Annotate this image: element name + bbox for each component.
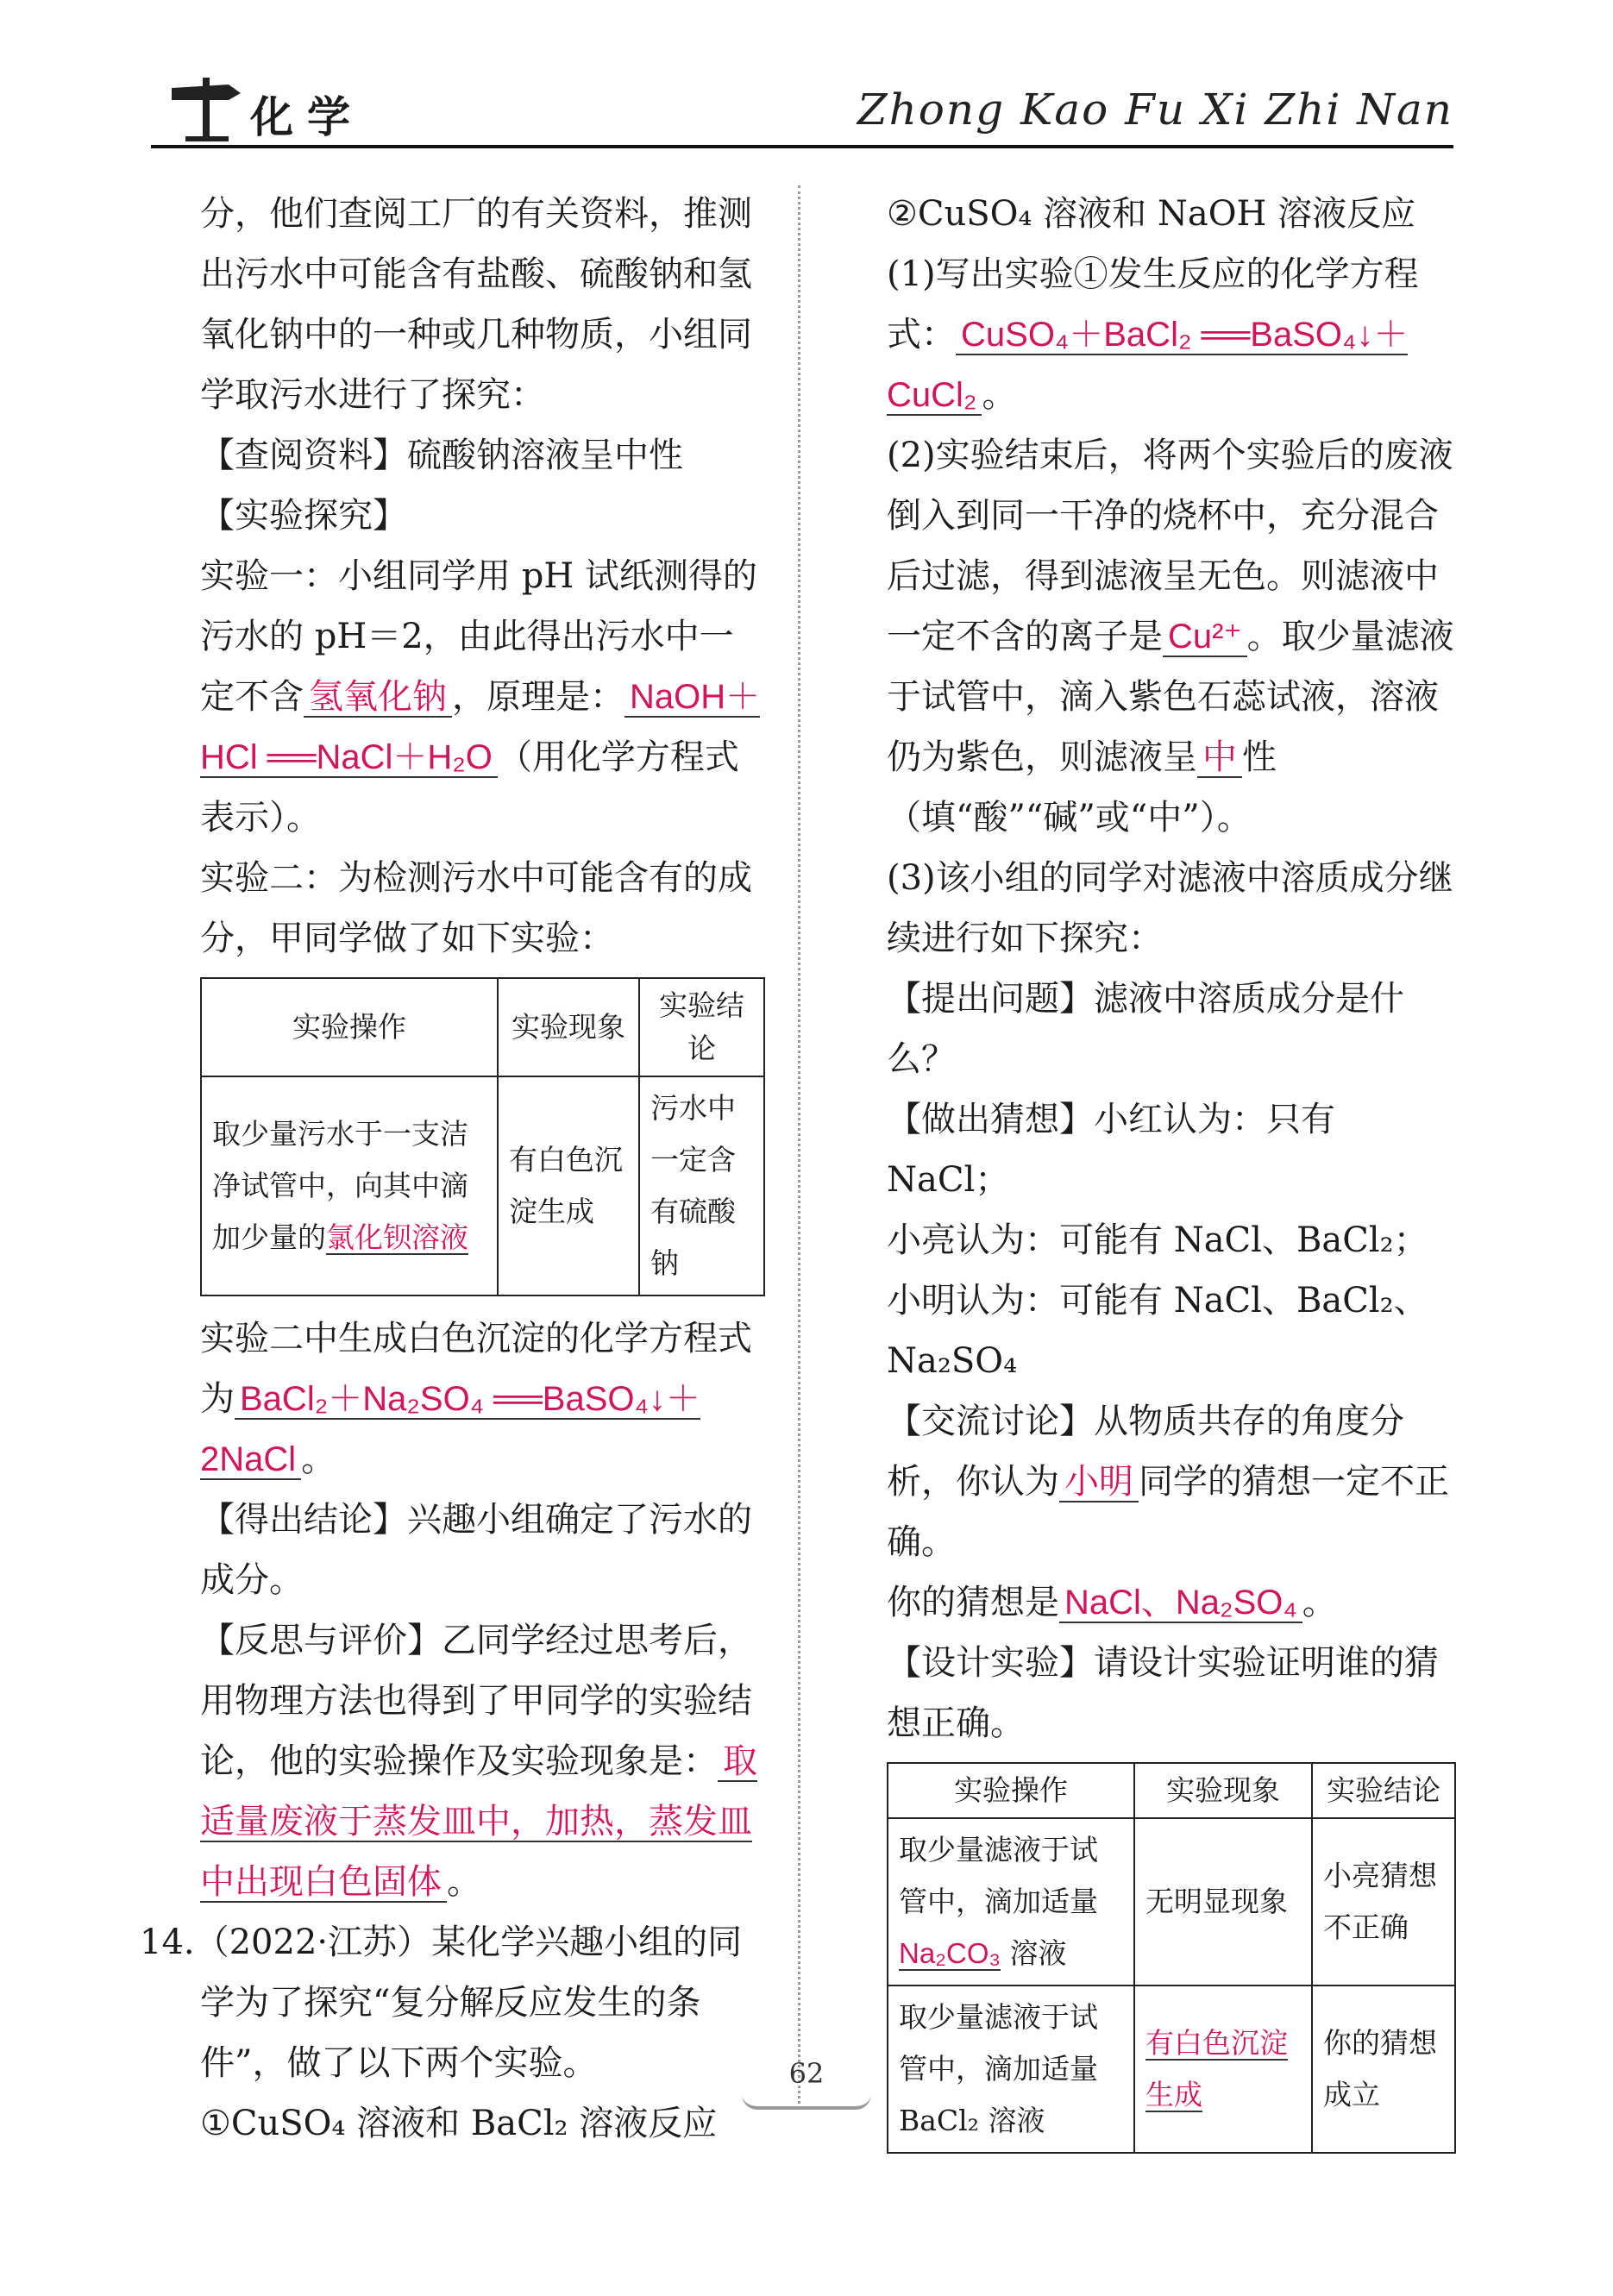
page-number-ornament: [742, 2094, 871, 2110]
text: ，原理是：: [452, 677, 624, 717]
text: 性（填“酸”“碱”或“中”）。: [887, 737, 1277, 837]
text: 【反思与评价】乙同学经过思考后，用物理方法也得到了甲同学的实验结论，他的实验操作及实验现象是：: [200, 1621, 752, 1781]
table-cell: [201, 1076, 498, 1295]
design-experiment-table: [887, 1762, 1456, 2154]
paragraph: 分，他们查阅工厂的有关资料，推测出污水中可能含有盐酸、硫酸钠和氢氧化钠中的一种或几种物质，小组同学取污水进行了探究：: [200, 194, 752, 415]
text: 。: [301, 1440, 336, 1479]
table-row: [888, 1818, 1455, 1985]
answer-fill: 氢氧化钠: [304, 678, 452, 718]
page-number: 62: [788, 2057, 825, 2090]
answer-fill: 氯化钡溶液: [326, 1221, 468, 1253]
text: 实验一：小组同学用 pH 试纸测得的污水的 pH＝2，由此得出污水中一定不含: [200, 556, 757, 717]
table-header: 实验操作: [888, 1763, 1134, 1818]
table-cell: [888, 1818, 1134, 1985]
left-column: [140, 184, 765, 2154]
table-header: 实验现象: [1134, 1763, 1312, 1818]
table-cell: 小亮猜想不正确: [1312, 1818, 1455, 1985]
text: （用化学方程式表示）。: [200, 737, 739, 837]
table-cell: 你的猜想成立: [1312, 1985, 1455, 2153]
header-rule: [151, 145, 1453, 148]
section-heading: 【查阅资料】硫酸钠溶液呈中性: [200, 436, 683, 475]
paragraph: ②CuSO₄ 溶液和 NaOH 溶液反应: [887, 194, 1416, 234]
text: 溶液: [1009, 1936, 1067, 1970]
signpost-logo-icon: [168, 74, 246, 143]
text: 实验二中生成白色沉淀的化学方程式为: [200, 1319, 752, 1419]
question-14: 14.（2022·江苏）某化学兴趣小组的同学为了探究“复分解反应发生的条件”，做了以下两个实验。: [140, 1923, 743, 2083]
table-row: [201, 1076, 764, 1295]
right-column: [887, 184, 1456, 2166]
series-title: Zhong Kao Fu Xi Zhi Nan: [857, 85, 1453, 135]
answer-fill: BaCl₂＋Na₂SO₄ ══BaSO₄↓＋2NaCl: [200, 1380, 700, 1478]
paragraph: 【设计实验】请设计实验证明谁的猜想正确。: [887, 1643, 1439, 1743]
table-cell: 取少量滤液于试管中，滴加适量 BaCl₂ 溶液: [888, 1985, 1134, 2153]
paragraph: [887, 1391, 1456, 1572]
table-cell: 污水中一定含有硫酸钠: [639, 1076, 764, 1295]
paragraph: 【得出结论】兴趣小组确定了污水的成分。: [200, 1500, 752, 1600]
text: 取少量滤液于试管中，滴加适量: [899, 1833, 1098, 1918]
paragraph: [887, 244, 1456, 425]
paragraph: [887, 425, 1456, 848]
answer-fill: 有白色沉淀生成: [1145, 2027, 1288, 2111]
answer-fill: 中: [1197, 738, 1242, 778]
answer-fill: 取适量废液于蒸发皿中，加热，蒸发皿中出现白色固体: [200, 1742, 757, 1901]
table-cell: 无明显现象: [1134, 1818, 1312, 1985]
paragraph: 【提出问题】滤液中溶质成分是什么？: [887, 979, 1404, 1079]
experiment-table: [200, 977, 765, 1296]
answer-fill: NaOH＋HCl ══NaCl＋H₂O: [200, 678, 761, 776]
text: 你的猜想是: [887, 1583, 1059, 1622]
table-header: 实验现象: [498, 978, 639, 1076]
paragraph: [200, 546, 765, 848]
paragraph: 小亮认为：可能有 NaCl、BaCl₂；: [887, 1220, 1428, 1260]
section-heading: 【实验探究】: [200, 496, 407, 536]
text: 。取少量滤液于试管中，滴入紫色石蕊试液，溶液仍为紫色，则滤液呈: [887, 617, 1454, 777]
text: (2)实验结束后，将两个实验后的废液倒入到同一干净的烧杯中，充分混合后过滤，得到滤液呈无色。则滤液中一定不含的离子是: [887, 436, 1453, 656]
paragraph: 【做出猜想】小红认为：只有 NaCl；: [887, 1100, 1335, 1200]
answer-fill: NaCl、Na₂SO₄: [1059, 1584, 1302, 1623]
text: 【交流讨论】从物质共存的角度分析，你认为: [887, 1402, 1404, 1502]
paragraph: 实验二：为检测污水中可能含有的成分，甲同学做了如下实验：: [200, 858, 752, 958]
text: 。: [1302, 1583, 1337, 1622]
paragraph: [200, 1308, 765, 1490]
text: 。: [447, 1862, 481, 1902]
text: 同学的猜想一定不正确。: [887, 1462, 1449, 1562]
paragraph: [200, 1610, 765, 1912]
paragraph: (3)该小组的同学对滤液中溶质成分继续进行如下探究：: [887, 858, 1453, 958]
answer-fill: 小明: [1059, 1463, 1139, 1502]
text: (1)写出实验①发生反应的化学方程式：: [887, 254, 1419, 354]
paragraph: ①CuSO₄ 溶液和 BaCl₂ 溶液反应: [200, 2104, 718, 2143]
answer-fill: Cu²⁺: [1163, 618, 1247, 657]
column-divider: [798, 185, 800, 2109]
table-row: [888, 1985, 1455, 2153]
table-header: 实验结论: [1312, 1763, 1455, 1818]
table-header: 实验结论: [639, 978, 764, 1076]
table-cell: [1134, 1985, 1312, 2153]
table-header: 实验操作: [201, 978, 498, 1076]
page-header: [151, 69, 1453, 147]
text: 。: [982, 375, 1017, 415]
answer-fill: Na₂CO₃: [899, 1937, 1001, 1969]
subject-title: 化学: [250, 91, 364, 142]
table-cell: 有白色沉淀生成: [498, 1076, 639, 1295]
paragraph: [887, 1572, 1456, 1633]
text: 取少量污水于一支洁净试管中，向其中滴加少量的: [212, 1117, 468, 1254]
paragraph: 小明认为：可能有 NaCl、BaCl₂、Na₂SO₄: [887, 1281, 1428, 1381]
answer-fill: CuSO₄＋BaCl₂ ══BaSO₄↓＋CuCl₂: [887, 316, 1409, 414]
